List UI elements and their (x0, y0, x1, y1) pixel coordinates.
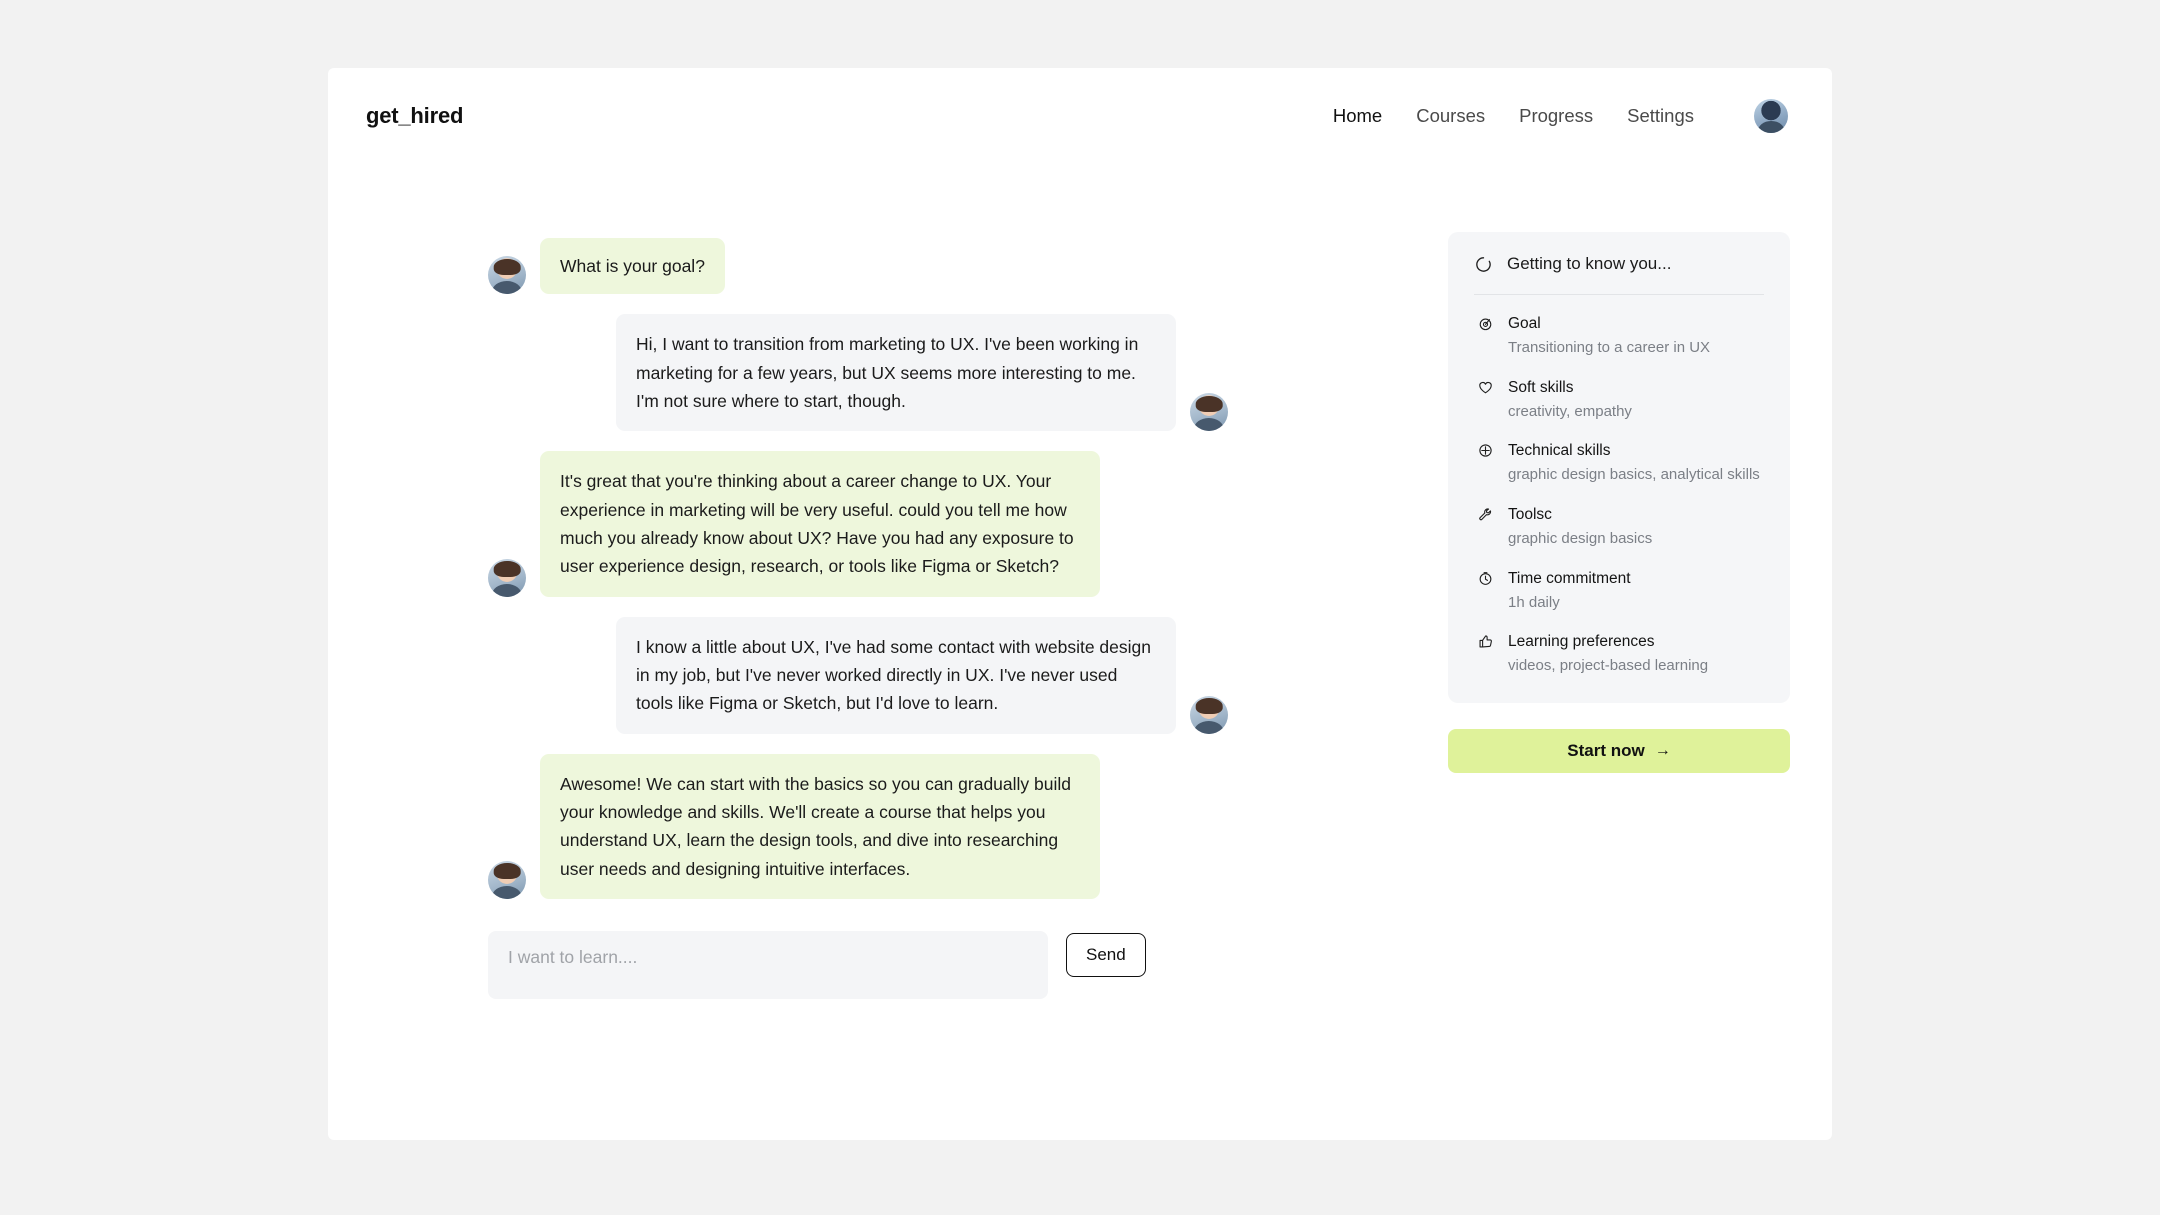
summary-item-value: creativity, empathy (1508, 402, 1632, 420)
summary-item-title: Soft skills (1508, 378, 1574, 396)
thumbs-up-icon (1474, 633, 1496, 650)
summary-texts (1508, 378, 1632, 423)
summary-item-soft-skills (1474, 378, 1764, 423)
message-composer (488, 931, 1228, 999)
chat-message-bot (488, 451, 1228, 596)
summary-card (1448, 232, 1790, 703)
app-body (328, 164, 1832, 999)
summary-item-title: Toolsc (1508, 506, 1552, 524)
summary-item-time-commitment (1474, 569, 1764, 614)
summary-item-title: Technical skills (1508, 442, 1611, 460)
summary-texts (1508, 441, 1760, 486)
chat-bubble: It's great that you're thinking about a career change to UX. Your experience in marketing will be very useful. could you tell me how much you already know about UX? Have you had any exposure to user experience design, research, or tools like Figma or Sketch? (540, 451, 1100, 596)
summary-status-label: Getting to know you... (1507, 254, 1672, 273)
chat-bubble: What is your goal? (540, 238, 725, 294)
chat-bubble: I know a little about UX, I've had some contact with website design in my job, but I've never worked directly in UX. I've never used tools like Figma or Sketch, but I'd love to learn. (616, 617, 1176, 734)
arrow-right-icon: → (1654, 742, 1671, 760)
summary-item-value: videos, project-based learning (1508, 657, 1709, 675)
summary-texts (1508, 505, 1652, 550)
heart-icon (1474, 379, 1496, 396)
summary-item-tools (1474, 505, 1764, 550)
summary-texts (1508, 569, 1631, 614)
spinner-icon (1474, 255, 1493, 274)
nav-item-home[interactable]: Home (1332, 105, 1383, 126)
main-navigation (1333, 99, 1788, 133)
summary-item-technical-skills (1474, 441, 1764, 486)
summary-item-title: Goal (1508, 315, 1541, 332)
chat-bubble: Hi, I want to transition from marketing to UX. I've been working in marketing for a few years, but UX seems more interesting to me. I'm not sure where to start, though. (616, 314, 1176, 431)
summary-item-title: Learning preferences (1508, 633, 1655, 651)
summary-item-value: 1h daily (1508, 593, 1560, 611)
summary-item-value: graphic design basics (1508, 529, 1653, 547)
app-window (328, 68, 1832, 1140)
brand-logo[interactable]: get_hired (366, 103, 464, 128)
chat-message-user (488, 617, 1228, 734)
send-button[interactable]: Send (1066, 933, 1146, 977)
wrench-icon (1474, 506, 1496, 523)
summary-status (1474, 254, 1764, 295)
chat-panel (488, 164, 1228, 999)
chat-bubble: Awesome! We can start with the basics so you can gradually build your knowledge and skills. We'll create a course that helps you understand UX, learn the design tools, and dive into researching user needs and designing intuitive interfaces. (540, 754, 1100, 899)
bot-avatar (488, 559, 526, 597)
start-now-button[interactable] (1448, 729, 1790, 773)
start-now-label: Start now (1567, 741, 1645, 761)
chat-message-user (488, 314, 1228, 431)
target-icon (1474, 315, 1496, 332)
summary-item-value: graphic design basics, analytical skills (1508, 466, 1760, 484)
message-input[interactable] (488, 931, 1048, 999)
bot-avatar (488, 256, 526, 294)
user-avatar-small (1190, 393, 1228, 431)
nav-item-progress[interactable]: Progress (1519, 105, 1594, 126)
compass-icon (1474, 442, 1496, 459)
summary-item-learning-preferences (1474, 632, 1764, 677)
summary-texts (1508, 632, 1708, 677)
chat-message-bot (488, 238, 1228, 294)
chat-message-bot (488, 754, 1228, 899)
clock-icon (1474, 570, 1496, 587)
summary-item-goal (1474, 314, 1764, 359)
summary-panel (1448, 164, 1794, 999)
app-header (328, 68, 1832, 164)
nav-item-courses[interactable]: Courses (1416, 105, 1486, 126)
user-avatar[interactable] (1754, 99, 1788, 133)
summary-item-title: Time commitment (1508, 569, 1631, 587)
summary-texts (1508, 314, 1710, 359)
bot-avatar (488, 861, 526, 899)
summary-item-value: Transitioning to a career in UX (1508, 338, 1711, 356)
user-avatar-small (1190, 696, 1228, 734)
nav-item-settings[interactable]: Settings (1627, 105, 1694, 126)
